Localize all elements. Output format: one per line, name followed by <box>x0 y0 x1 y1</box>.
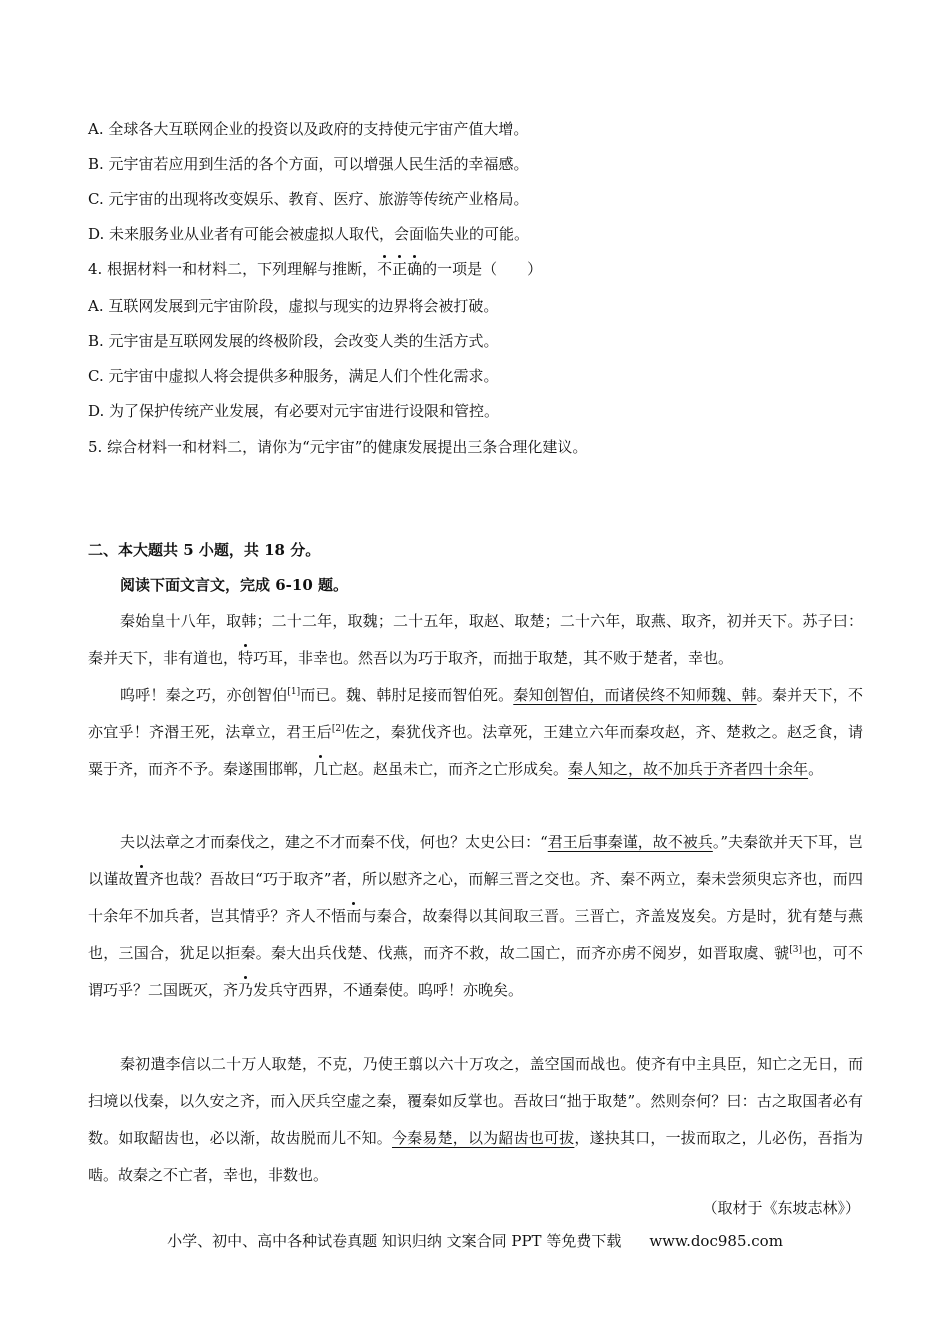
footnote-marker-2: [2] <box>331 724 345 734</box>
footnote-marker-3: [3] <box>789 945 802 955</box>
q4-stem-after: 的一项是（ ） <box>422 260 543 278</box>
text-run: 夫以法章之才而秦伐之，建之不才而秦不伐，何也？太史公曰：“ <box>120 833 548 851</box>
text-run: 呜呼！秦之巧，亦创智伯 <box>120 686 288 704</box>
text-run: 佐之，秦犹伐齐也。法章死，王建立六年而秦攻赵，齐、楚救之。赵乏食，请粟于齐，而齐不予。秦遂围邯郸， <box>88 723 863 778</box>
emphasis-char: 不 <box>377 260 393 278</box>
text-run: 齐也哉？吾故曰“巧于取齐”者，所以慰齐之心，而解三晋之交也。齐、秦不两立，秦未尝须臾忘齐也，而四十余年不加兵者，岂其情乎？齐人不悟 <box>88 870 863 925</box>
footer-url: www.doc985.com <box>649 1232 783 1250</box>
text-run: 。 <box>808 760 824 778</box>
emphasis-char: 而 <box>346 907 362 925</box>
text-run: 。”夫秦欲并天下耳，岂以谨故 <box>88 833 864 888</box>
text-run: 与秦合，故秦得以其间取三晋。三晋亡，齐盖岌岌矣。方是时，犹有楚与燕也，三国合，犹足以拒秦。秦大出兵伐楚、伐燕，而齐不救，故二国亡，而齐亦虏不阅岁，如晋取虞、虢 <box>88 907 863 962</box>
passage-paragraph-2 <box>88 677 863 788</box>
text-run: ，遂抉其口，一拔而取之，儿必伤，吾指为啮。故秦之不亡者，幸也，非数也。 <box>88 1129 863 1184</box>
emphasis-char: 乃 <box>238 981 254 999</box>
q3-option-d: D. 未来服务业从业者有可能会被虚拟人取代，会面临失业的可能。 <box>88 225 530 243</box>
q4-option-b: B. 元宇宙是互联网发展的终极阶段，会改变人类的生活方式。 <box>88 332 499 350</box>
underlined-sentence: 秦知创智伯，而诸侯终不知师魏、韩 <box>513 686 757 704</box>
underlined-sentence: 今秦易楚，以为龆齿也可拔 <box>391 1129 575 1147</box>
text-run: 秦始皇十八年，取韩；二十二年，取魏；二十五年，取赵、取楚；二十六年，取燕、取齐，初并天下。苏子曰：秦并天下，非有道也， <box>88 612 863 667</box>
q4-option-d: D. 为了保护传统产业发展，有必要对元宇宙进行设限和管控。 <box>88 402 500 420</box>
section-2-instruction: 阅读下面文言文，完成 6-10 题。 <box>120 576 348 594</box>
q3-option-a: A. 全球各大互联网企业的投资以及政府的支持使元宇宙产值大增。 <box>88 120 529 138</box>
question-4-stem <box>88 259 542 279</box>
source-citation: （取材于《东坡志林》） <box>702 1199 860 1217</box>
emphasis-char: 特 <box>238 649 254 667</box>
q3-option-c: C. 元宇宙的出现将改变娱乐、教育、医疗、旅游等传统产业格局。 <box>88 190 529 208</box>
q3-option-b: B. 元宇宙若应用到生活的各个方面，可以增强人民生活的幸福感。 <box>88 155 529 173</box>
footer-text: 小学、初中、高中各种试卷真题 知识归纳 文案合同 PPT 等免费下载 <box>167 1232 622 1250</box>
text-run: 也，可不谓巧乎？二国既灭，齐 <box>88 944 863 999</box>
emphasis-char: 置 <box>133 870 149 888</box>
q4-option-c: C. 元宇宙中虚拟人将会提供多种服务，满足人们个性化需求。 <box>88 367 499 385</box>
text-run: 。秦并天下，不亦宜乎！齐湣王死，法章立，君王后 <box>88 686 863 741</box>
text-run: 巧耳，非幸也。然吾以为巧于取齐，而拙于取楚，其不败于楚者，幸也。 <box>253 649 734 667</box>
page-footer <box>0 1231 950 1251</box>
text-run: 亡赵。赵虽未亡，而齐之亡形成矣。 <box>328 760 569 778</box>
section-2-title: 二、本大题共 5 小题，共 18 分。 <box>88 541 321 559</box>
emphasis-char: 确 <box>407 260 423 278</box>
footnote-marker-1: [1] <box>287 687 301 697</box>
passage-paragraph-4 <box>88 1046 863 1194</box>
q4-option-a: A. 互联网发展到元宇宙阶段，虚拟与现实的边界将会被打破。 <box>88 297 499 315</box>
text-run: 而已。魏、韩肘足接而智伯死。 <box>300 686 514 704</box>
passage-paragraph-3 <box>88 824 863 1009</box>
underlined-sentence: 秦人知之，故不加兵于齐者四十余年 <box>568 760 809 778</box>
text-run: 发兵守西界，不通秦使。呜呼！亦晚矣。 <box>253 981 524 999</box>
emphasis-char: 几 <box>313 760 329 778</box>
emphasis-char: 正 <box>392 260 408 278</box>
underlined-sentence: 君王后事秦谨，故不被兵 <box>547 833 713 851</box>
passage-paragraph-1 <box>88 603 863 677</box>
question-5: 5. 综合材料一和材料二，请你为“元宇宙”的健康发展提出三条合理化建议。 <box>88 438 588 456</box>
q4-stem-before: 4. 根据材料一和材料二，下列理解与推断， <box>88 260 378 278</box>
text-run: 秦初遣李信以二十万人取楚，不克，乃使王翦以六十万攻之，盖空国而战也。使齐有中主具臣，知亡之无日，而扫境以伐秦，以久安之齐，而入厌兵空虚之秦，覆秦如反掌也。吾故曰“拙于取楚”。然则奈何？曰：古之取国者必有数。如取龆齿也，必以渐，故齿脱而儿不知。 <box>88 1055 863 1147</box>
